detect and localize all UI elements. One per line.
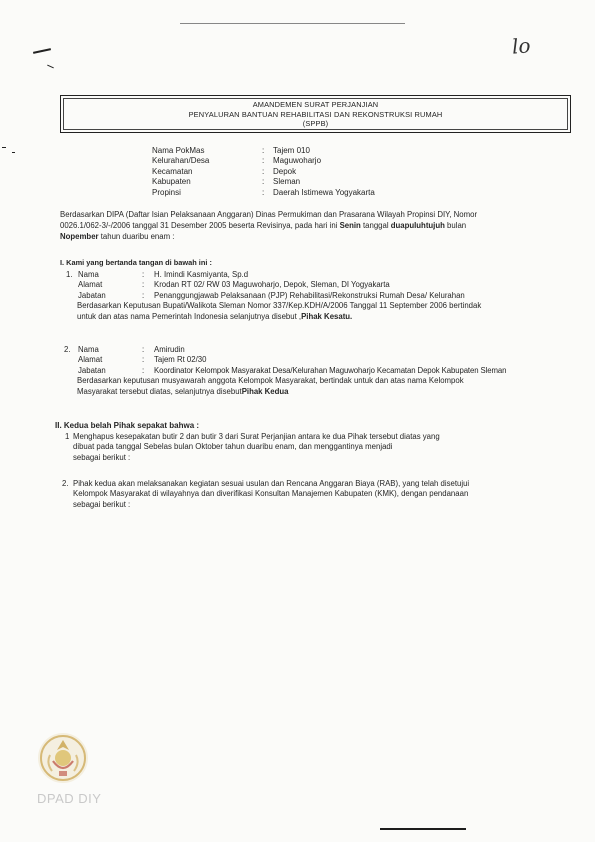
document-title-box [60,95,571,133]
margin-dot-mark [2,147,6,148]
info-row: Nama PokMas : Tajem 010 [152,146,310,155]
margin-dot-mark [12,152,15,153]
info-row: Kecamatan : Depok [152,166,297,176]
info-row: Propinsi : Daerah Istimewa Yogyakarta [152,187,375,197]
agreement-item-2: 2. Pihak kedua akan melaksanakan kegiatan sesuai usulan dan Rencana Anggaran Biaya (RAB), yang telah disetujui Kelompok Masyarakat di wilayahnya dan diverifikasi Konsultan Manajemen Kabupaten (KMK), dengan pendanaan sebagai berikut : [62,479,470,509]
title-line-2: PENYALURAN BANTUAN REHABILITASI DAN REKONSTRUKSI RUMAH [188,109,443,119]
info-row: Kabupaten : Sleman [152,177,301,187]
top-edge-line [180,23,405,24]
agreement-item-1: 1 Menghapus kesepakatan butir 2 dan butir 3 dari Surat Perjanjian antara ke dua Pihak tersebut diatas yang dibuat pada tanggal Sebelas bulan Oktober tahun duaribu enam, dan menggantinya menjadi sebagai berikut : [65,432,440,462]
seal-emblem-icon [36,731,90,785]
margin-pen-mark [47,65,54,69]
section-2-heading: II. Kedua belah Pihak sepakat bahwa : [55,421,200,430]
section-1-heading: I. Kami yang bertanda tangan di bawah ini : [60,258,212,267]
margin-pen-mark [33,48,51,54]
watermark-text: DPAD DIY [37,791,102,806]
title-line-3: (SPPB) [302,119,329,129]
info-row: Kelurahan/Desa : Maguwoharjo [152,156,322,166]
title-line-1: AMANDEMEN SURAT PERJANJIAN [252,100,379,109]
pokmas-info-block [152,146,375,198]
party-1-block: 1. Nama : H. Imindi Kasmiyanta, Sp.d Alamat : Krodan RT 02/ RW 03 Maguwoharjo, Depok, Sleman, DI Yogyakarta Jabatan : Penanggungjawab Pelaksanaan (PJP) Rehabilitasi/Rekonstruksi Rumah Desa/ Kelurahan Berdasarkan Keputusan Bupati/Walikota Sleman Nomor 337/Kep.KDH/A/2006 Tanggal 11 September 2006 bertindak untuk dan atas nama Pemerintah Indonesia selanjutnya disebut , Pihak Kesatu. [66,270,482,321]
party-2-block: 2. Nama : Amirudin Alamat : Tajem Rt 02/30 Jabatan : Koordinator Kelompok Masyarakat Desa/Kelurahan Maguwoharjo Kecamatan Depok Kabupaten Sleman Berdasarkan keputusan musyawarah anggota Kelompok Masyarakat, bertindak untuk dan atas nama Kelompok Masyarakat tersebut diatas, selanjutnya disebut Pihak Kedua [64,345,507,396]
bottom-edge-line [380,828,466,830]
intro-paragraph: Berdasarkan DIPA (Daftar Isian Pelaksanaan Anggaran) Dinas Permukiman dan Prasarana Wilayah Propinsi DIY, Nomor 0026.1/062-3/-/2006 tanggal 31 Desember 2005 beserta Revisinya, pada hari ini Senin tanggal duapuluhtujuh bulan Nopember tahun duaribu enam : [60,210,478,241]
dpad-diy-seal-logo [36,731,90,785]
handwritten-page-mark: lo [511,33,532,59]
